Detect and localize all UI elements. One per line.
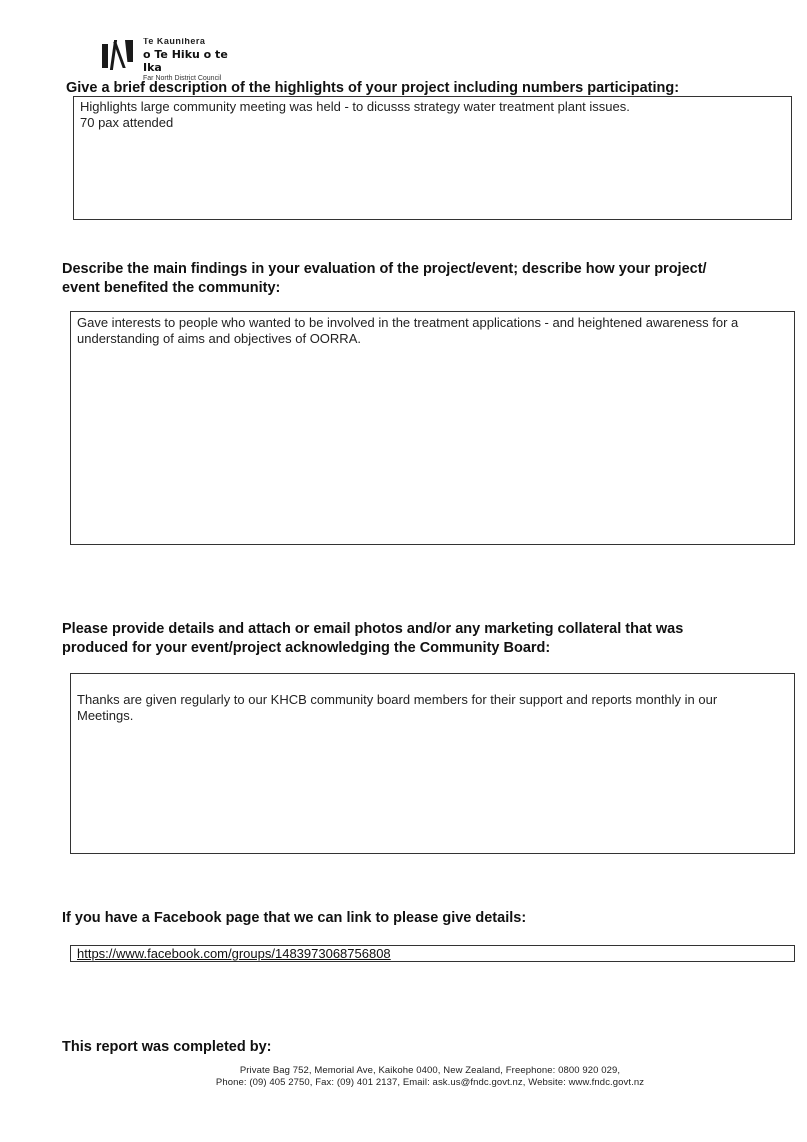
findings-answer-box[interactable] — [70, 311, 795, 545]
marketing-answer-line: Meetings. — [77, 708, 134, 723]
highlights-answer-line: 70 pax attended — [80, 115, 174, 130]
findings-answer-line: understanding of aims and objectives of OORRA. — [77, 331, 361, 346]
highlights-answer-line: Highlights large community meeting was held - to dicusss strategy water treatment plant issues. — [80, 99, 630, 114]
highlights-heading: Give a brief description of the highlights of your project including numbers participating: — [66, 80, 680, 96]
facebook-heading: If you have a Facebook page that we can link to please give details: — [62, 910, 527, 926]
council-logo — [102, 38, 242, 82]
marketing-heading-line: Please provide details and attach or email photos and/or any marketing collateral that was — [62, 621, 684, 637]
logo-subtitle: Far North District Council — [143, 75, 222, 82]
findings-heading — [62, 260, 707, 298]
facebook-group-link[interactable]: https://www.facebook.com/groups/1483973068756808 — [77, 946, 391, 961]
completed-by-heading: This report was completed by: — [62, 1039, 272, 1055]
marketing-answer-box[interactable] — [70, 673, 795, 854]
footer-line: Private Bag 752, Memorial Ave, Kaikohe 0400, New Zealand, Freephone: 0800 920 029, — [239, 1065, 621, 1076]
findings-heading-line: Describe the main findings in your evaluation of the project/event; describe how your project/ — [62, 261, 707, 277]
marketing-heading — [62, 620, 683, 658]
logo-main-text: o Te Hiku o te Ika — [143, 48, 228, 74]
marketing-heading-line: produced for your event/project acknowledging the Community Board: — [62, 640, 551, 656]
council-logo-mark-icon — [102, 40, 138, 70]
facebook-answer-box[interactable] — [70, 945, 795, 962]
footer-line: Phone: (09) 405 2750, Fax: (09) 401 2137, Email: ask.us@fndc.govt.nz, Website: www.fndc.govt.nz — [215, 1077, 645, 1088]
footer-address — [0, 1065, 807, 1089]
marketing-answer-line: Thanks are given regularly to our KHCB community board members for their support and reports monthly in our — [77, 692, 718, 707]
highlights-answer-box[interactable] — [73, 96, 792, 220]
findings-heading-line: event benefited the community: — [62, 280, 281, 296]
logo-top-line: Te Kaunihera — [143, 38, 206, 46]
findings-answer-line: Gave interests to people who wanted to be involved in the treatment applications - and heightened awareness for a — [77, 315, 739, 330]
